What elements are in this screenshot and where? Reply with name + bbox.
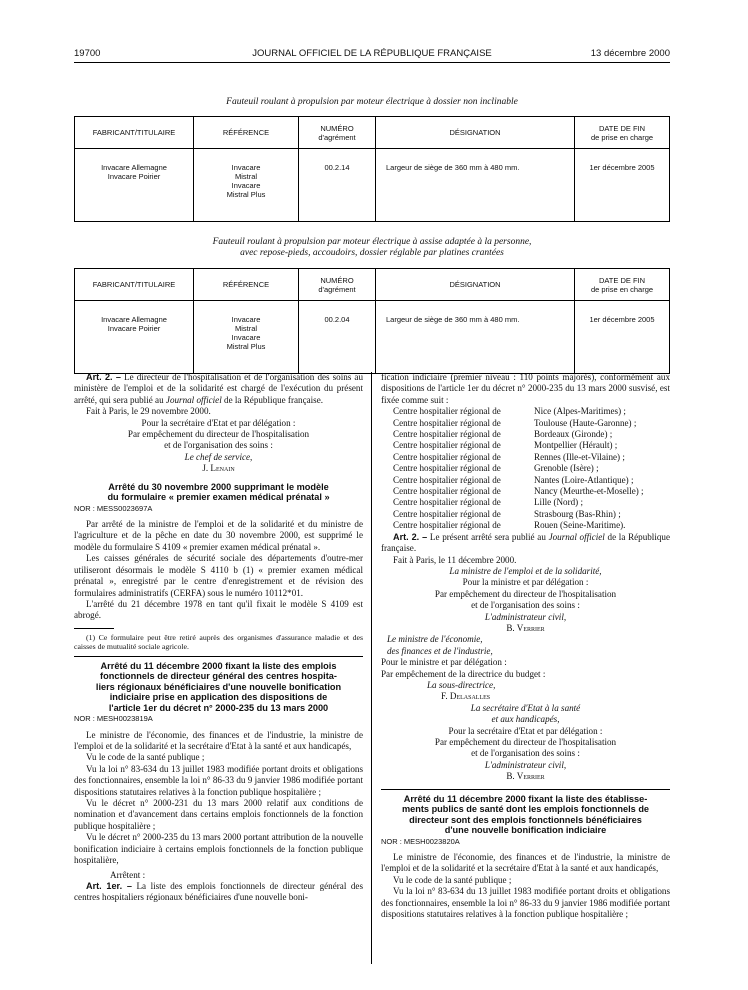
centre-city: Lille (Nord) ; bbox=[534, 497, 583, 508]
list-item bbox=[381, 475, 670, 486]
centre-label: Centre hospitalier régional de bbox=[393, 406, 501, 417]
fait-line: Fait à Paris, le 11 décembre 2000. bbox=[393, 554, 517, 565]
signature-role: La sous-directrice, bbox=[427, 679, 496, 690]
nor-reference: NOR : MESS0023697A bbox=[74, 503, 153, 513]
list-item bbox=[381, 406, 670, 417]
article-2-paragraph: Art. 2. – Le directeur de l'hospitalisation et de l'organisation des soins au ministère de l'emploi et de la solidarité est chargé de l'exécution du présent arrêté, qui sera publié au Journal officiel de la République française. bbox=[74, 372, 364, 405]
arrete-title: Arrêté du 11 décembre 2000 fixant la liste des établisse- ments publics de santé dont les emplois fonctionnels de directeur sont des emplois fonctionnels bénéficiaires d'une nouvelle bonification indiciaire bbox=[401, 793, 650, 836]
centre-label: Centre hospitalier régional de bbox=[393, 451, 501, 462]
equipment-table bbox=[74, 268, 670, 374]
header-rule bbox=[74, 62, 670, 63]
signature-line: Pour la secrétaire d'Etat et par délégation : bbox=[141, 417, 296, 428]
nor-reference: NOR : MESH0023819A bbox=[74, 714, 153, 724]
paragraph: Vu le décret n° 2000-231 du 13 mars 2000 relatif aux conditions de nomination et d'avancement dans certains emplois fonctionnels de la fonction publique hospitalière ; bbox=[74, 798, 363, 831]
table-cell-reference: Invacare Mistral Invacare Mistral Plus bbox=[194, 149, 299, 222]
table-cell-designation: Largeur de siège de 360 mm à 480 mm. bbox=[376, 301, 575, 374]
paragraph: Vu la loi n° 83-634 du 13 juillet 1983 modifiée portant droits et obligations des fonctionnaires, ensemble la loi n° 86-33 du 9 janvier 1986 modifiée portant dispositions statutaires relatives à la fonction publique hospitalière ; bbox=[381, 886, 670, 920]
centre-label: Centre hospitalier régional de bbox=[393, 486, 501, 497]
signature-line: Par empêchement du directeur de l'hospitalisation bbox=[434, 737, 617, 747]
centre-city: Strasbourg (Bas-Rhin) ; bbox=[534, 508, 621, 519]
list-item bbox=[381, 497, 670, 508]
signature-line: Par empêchement du directeur de l'hospitalisation bbox=[127, 429, 310, 440]
centre-list bbox=[381, 406, 670, 531]
signature-title: des finances et de l'industrie, bbox=[387, 645, 493, 656]
fait-line: Fait à Paris, le 29 novembre 2000. bbox=[86, 406, 211, 417]
list-item bbox=[381, 429, 670, 440]
centre-label: Centre hospitalier régional de bbox=[393, 508, 501, 519]
paragraph: fication indiciaire (premier niveau : 110 points majorés), conformément aux dispositions de l'article 1er du décret n° 2000-235 du 13 mars 2000 susvisé, est fixée comme suit : bbox=[381, 372, 670, 405]
paragraph: Vu la loi n° 83-634 du 13 juillet 1983 modifiée portant droits et obligations des fonctionnaires, ensemble la loi n° 86-33 du 9 janvier 1986 modifiée portant dispositions statutaires relatives à la fonction publique hospitalière ; bbox=[74, 763, 363, 797]
paragraph: Par arrêté de la ministre de l'emploi et de la solidarité et du ministre de l'agriculture et de la pêche en date du 30 novembre 2000, est supprimé le modèle du formulaire S 4109 « premier examen médical prénatal ». bbox=[74, 519, 363, 552]
centre-city: Rennes (Ille-et-Vilaine) ; bbox=[534, 451, 625, 462]
centre-city: Grenoble (Isère) ; bbox=[534, 463, 599, 474]
centre-label: Centre hospitalier régional de bbox=[393, 463, 501, 474]
signature-line: Pour la secrétaire d'Etat et par délégation : bbox=[448, 725, 603, 736]
col-header: NUMÉRO d'agrément bbox=[299, 269, 376, 301]
paragraph: Vu le code de la santé publique ; bbox=[393, 874, 512, 885]
centre-city: Toulouse (Haute-Garonne) ; bbox=[534, 417, 637, 428]
page-number: 19700 bbox=[74, 48, 101, 59]
footnote: (1) Ce formulaire peut être retiré auprès des organismes d'assurance maladie et des caisses de mutualité sociale agricole. bbox=[74, 632, 363, 652]
paragraph: Les caisses générales de sécurité sociale des départements d'outre-mer utiliseront désormais le modèle S 4110 b (1) « premier examen médical prénatal », enregistré par le centre d'enregistrement et de révision des formulaires administratifs (CERFA) sous le numéro 10112*01. bbox=[74, 553, 363, 598]
arretent: Arrêtent : bbox=[110, 869, 146, 880]
list-item bbox=[381, 452, 670, 463]
signatory-name: F. Delasalles bbox=[441, 691, 491, 702]
centre-city: Nice (Alpes-Maritimes) ; bbox=[534, 406, 626, 417]
col-header: FABRICANT/TITULAIRE bbox=[75, 269, 194, 301]
table-caption: Fauteuil roulant à propulsion par moteur électrique à assise adaptée à la personne, avec repose-pieds, accoudoirs, dossier réglable par platines crantées bbox=[212, 237, 532, 258]
table-cell-date: 1er décembre 2005 bbox=[575, 301, 670, 374]
table-cell-numero: 00.2.04 bbox=[299, 301, 376, 374]
paragraph: Le ministre de l'économie, des finances et de l'industrie, la ministre de l'emploi et de la solidarité et la secrétaire d'Etat à la santé et aux handicapés, bbox=[74, 729, 363, 752]
table-cell-fabricant: Invacare Allemagne Invacare Poirier bbox=[75, 301, 194, 374]
signature-line: et de l'organisation des soins : bbox=[471, 748, 580, 759]
right-column bbox=[381, 372, 670, 920]
signature-role: L'administrateur civil, bbox=[484, 611, 567, 622]
journal-title: JOURNAL OFFICIEL DE LA RÉPUBLIQUE FRANÇAISE bbox=[252, 48, 492, 59]
signature-role: Le chef de service, bbox=[184, 451, 253, 462]
col-header: DATE DE FIN de prise en charge bbox=[575, 269, 670, 301]
list-item bbox=[381, 440, 670, 451]
list-item bbox=[381, 418, 670, 429]
signature-title: Le ministre de l'économie, bbox=[387, 634, 483, 645]
centre-city: Rouen (Seine-Maritime). bbox=[534, 520, 626, 531]
article-2-paragraph: Art. 2. – Le présent arrêté sera publié au Journal officiel de la République française. bbox=[381, 531, 670, 554]
signature-title: et aux handicapés, bbox=[491, 714, 560, 725]
signature-title: La secrétaire d'Etat à la santé bbox=[470, 702, 581, 713]
col-header: DATE DE FIN de prise en charge bbox=[575, 117, 670, 149]
arrete-title: Arrêté du 11 décembre 2000 fixant la liste des emplois fonctionnels de directeur général des centres hospita- liers régionaux bénéficiaires d'une nouvelle bonification indiciaire prise en application des dispositions de l'article 1er du décret n° 2000-235 du 13 mars 2000 bbox=[95, 660, 342, 713]
signature-line: et de l'organisation des soins : bbox=[471, 600, 580, 611]
col-header: FABRICANT/TITULAIRE bbox=[75, 117, 194, 149]
list-item bbox=[381, 520, 670, 531]
arrete-title: Arrêté du 30 novembre 2000 supprimant le modèle du formulaire « premier examen médical prénatal » bbox=[107, 481, 330, 503]
equipment-table bbox=[74, 116, 670, 222]
centre-city: Bordeaux (Gironde) ; bbox=[534, 429, 613, 440]
page-date: 13 décembre 2000 bbox=[590, 48, 670, 59]
list-item bbox=[381, 486, 670, 497]
signature-line: et de l'organisation des soins : bbox=[164, 440, 273, 451]
article-1-paragraph: Art. 1er. – La liste des emplois fonctionnels de directeur général des centres hospitaliers régionaux bénéficiaires d'une nouvelle boni- bbox=[74, 880, 363, 903]
col-header: NUMÉRO d'agrément bbox=[299, 117, 376, 149]
table-cell-designation: Largeur de siège de 360 mm à 480 mm. bbox=[376, 149, 575, 222]
left-column bbox=[74, 372, 363, 904]
column-divider bbox=[371, 372, 372, 964]
col-header: DÉSIGNATION bbox=[376, 117, 575, 149]
centre-label: Centre hospitalier régional de bbox=[393, 429, 501, 440]
paragraph: Vu le code de la santé publique ; bbox=[86, 752, 205, 763]
centre-label: Centre hospitalier régional de bbox=[393, 440, 501, 451]
paragraph: L'arrêté du 21 décembre 1978 en tant qu'il fixait le modèle S 4109 est abrogé. bbox=[74, 598, 363, 621]
list-item bbox=[381, 463, 670, 474]
list-item bbox=[381, 509, 670, 520]
col-header: RÉFÉRENCE bbox=[194, 117, 299, 149]
table-caption: Fauteuil roulant à propulsion par moteur électrique à dossier non inclinable bbox=[226, 97, 518, 107]
table-cell-reference: Invacare Mistral Invacare Mistral Plus bbox=[194, 301, 299, 374]
centre-city: Nantes (Loire-Atlantique) ; bbox=[534, 474, 634, 485]
centre-label: Centre hospitalier régional de bbox=[393, 497, 501, 508]
paragraph: Vu le décret n° 2000-235 du 13 mars 2000 portant attribution de la nouvelle bonification indiciaire à certains emplois fonctionnels de la fonction publique hospitalière, bbox=[74, 832, 363, 866]
signature-line: Pour le ministre et par délégation : bbox=[381, 657, 507, 668]
signature-title: La ministre de l'emploi et de la solidarité, bbox=[449, 565, 602, 576]
centre-city: Montpellier (Hérault) ; bbox=[534, 440, 618, 451]
signature-role: L'administrateur civil, bbox=[484, 759, 567, 770]
signature-line: Par empêchement du directeur de l'hospitalisation bbox=[434, 588, 617, 599]
signatory-name: B. Verrier bbox=[506, 622, 545, 633]
paragraph: Le ministre de l'économie, des finances et de l'industrie, la ministre de l'emploi et de la solidarité et la secrétaire d'Etat à la santé et aux handicapés, bbox=[381, 852, 670, 874]
table-cell-numero: 00.2.14 bbox=[299, 149, 376, 222]
signature-line: Pour la ministre et par délégation : bbox=[462, 577, 589, 588]
centre-label: Centre hospitalier régional de bbox=[393, 417, 501, 428]
centre-label: Centre hospitalier régional de bbox=[393, 474, 501, 485]
signature-line: Par empêchement de la directrice du budget : bbox=[381, 668, 546, 679]
nor-reference: NOR : MESH0023820A bbox=[381, 836, 460, 846]
table-cell-date: 1er décembre 2005 bbox=[575, 149, 670, 222]
signatory-name: B. Verrier bbox=[506, 771, 545, 782]
centre-label: Centre hospitalier régional de bbox=[393, 520, 501, 531]
col-header: RÉFÉRENCE bbox=[194, 269, 299, 301]
col-header: DÉSIGNATION bbox=[376, 269, 575, 301]
centre-city: Nancy (Meurthe-et-Moselle) ; bbox=[534, 486, 644, 497]
table-cell-fabricant: Invacare Allemagne Invacare Poirier bbox=[75, 149, 194, 222]
signatory-name: J. Lenain bbox=[202, 463, 235, 474]
